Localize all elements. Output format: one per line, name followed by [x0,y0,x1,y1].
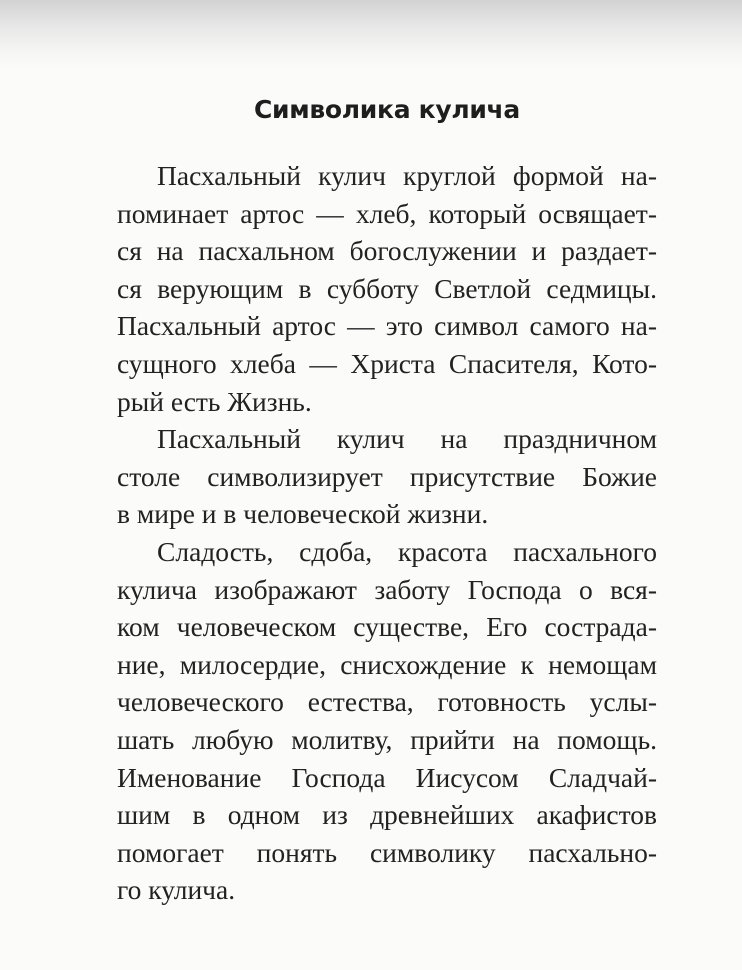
text-line: го кулича. [117,874,236,906]
text-line: Именование Господа Иисусом Сладчай- [117,761,657,793]
text-line: помогает понять символику пасхально- [117,836,657,868]
text-line: человеческого естества, готовность услы- [117,686,657,718]
text-line: кулича изображают заботу Господа о вся- [117,573,657,605]
text-line: ние, милосердие, снисхождение к немощам [117,648,657,680]
text-line: поминает артос — хлеб, который освящает- [117,197,657,229]
text-line: шать любую молитву, прийти на помощь. [117,723,657,755]
paragraph-3 [117,533,657,909]
page-top-shadow [0,0,742,70]
text-line: рый есть Жизнь. [117,385,312,417]
text-line: ся верующим в субботу Светлой седмицы. [117,272,657,304]
text-line: ком человеческом существе, Его сострада- [117,611,657,643]
text-line: ся на пасхальном богослужении и раздает- [117,235,657,267]
text-line: Пасхальный кулич круглой формой на- [157,160,657,191]
text-line: в мире и в человеческой жизни. [117,498,489,530]
text-line: сущного хлеба — Христа Спасителя, Кото- [117,347,657,379]
text-line: Сладость, сдоба, красота пасхального [157,535,657,567]
body-text [117,157,657,909]
paragraph-1 [117,157,657,420]
text-line: Пасхальный кулич на праздничном [157,423,657,455]
text-line: Пасхальный артос — это символ самого на- [117,310,657,342]
text-line: столе символизирует присутствие Божие [117,460,657,492]
page-title: Символика кулича [254,95,520,124]
paragraph-2 [117,420,657,533]
text-line: шим в одном из древнейших акафистов [117,799,657,831]
